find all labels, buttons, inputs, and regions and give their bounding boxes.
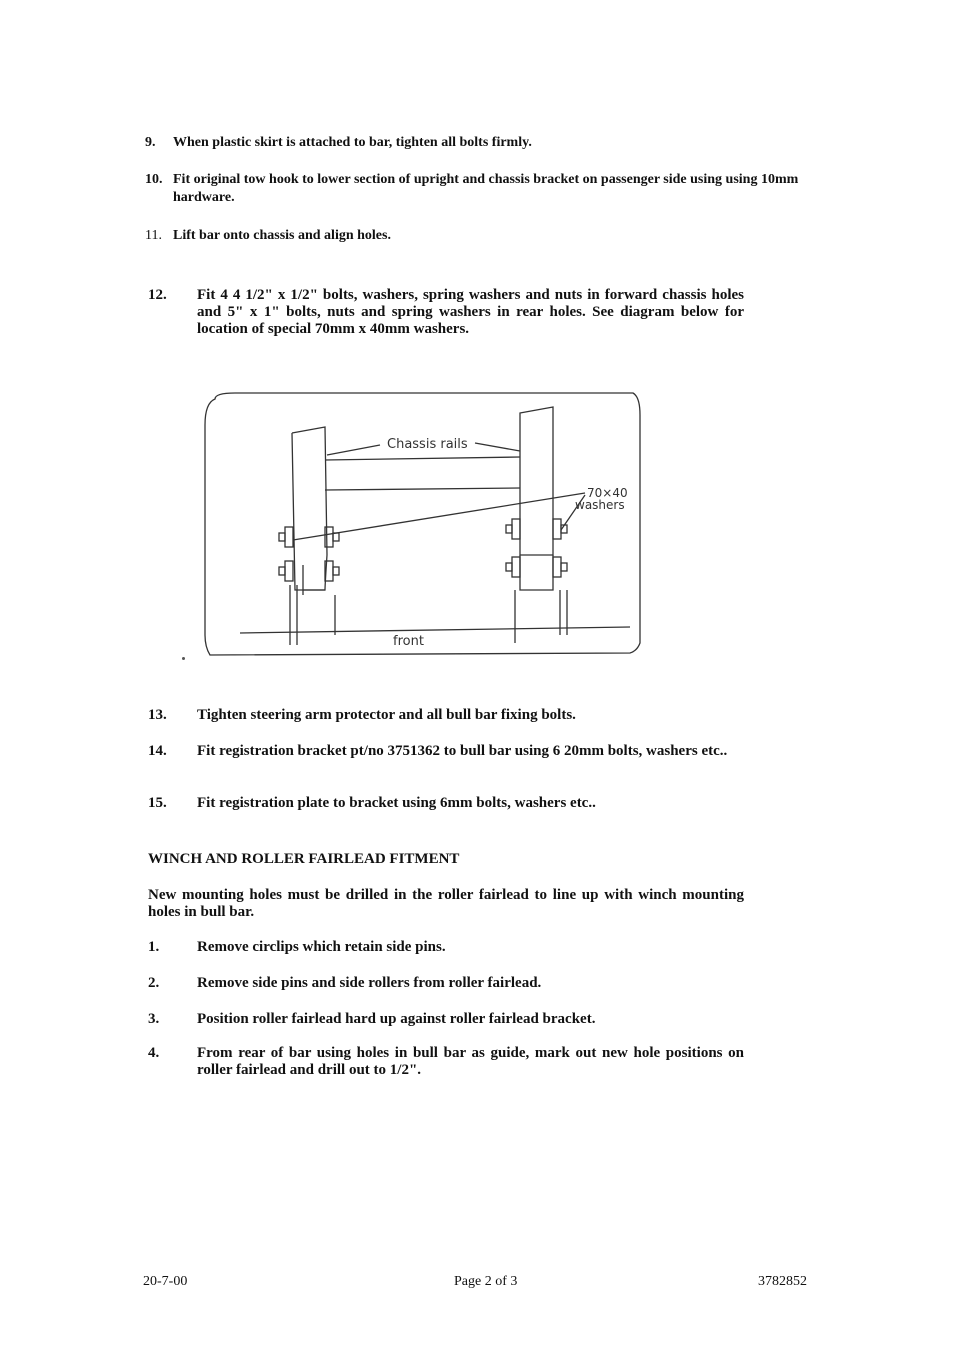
step-number: 15. [148,795,167,811]
winch-intro: New mounting holes must be drilled in the roller fairlead to line up with winch mounting holes in bull bar. [148,887,744,920]
step-text: Fit registration bracket pt/no 3751362 to bull bar using 6 20mm bolts, washers etc.. [197,743,728,759]
step-number: 11. [145,228,162,243]
washer-label-text: washers [575,498,625,512]
speck [182,657,185,660]
footer-page: Page 2 of 3 [454,1274,518,1289]
step-text: Fit original tow hook to lower section of upright and chassis bracket on passenger side using using 10mm hardware. [173,172,799,205]
step-number: 9. [145,135,156,150]
step-text: Remove side pins and side rollers from roller fairlead. [197,975,542,991]
step-number: 4. [148,1045,160,1061]
step-number: 14. [148,743,167,759]
step-text: Position roller fairlead hard up against roller fairlead bracket. [197,1011,596,1027]
step-number: 2. [148,975,160,991]
step-text: Tighten steering arm protector and all bull bar fixing bolts. [197,707,576,723]
step-number: 10. [145,172,163,187]
step-text: When plastic skirt is attached to bar, tighten all bolts firmly. [173,135,532,150]
footer-doc-number: 3782852 [758,1274,807,1289]
step-text: Fit 4 4 1/2" x 1/2" bolts, washers, spring washers and nuts in forward chassis holes and 5" x 1" bolts, nuts and spring washers in rear holes. See diagram below for location of special 70mm x 40mm washers. [197,287,744,337]
step-number: 3. [148,1011,160,1027]
step-text: Lift bar onto chassis and align holes. [173,228,391,243]
front-label: front [393,634,424,649]
step-number: 13. [148,707,167,723]
step-text: From rear of bar using holes in bull bar as guide, mark out new hole positions on roller fairlead and drill out to 1/2". [197,1045,744,1078]
washer-label-size: 70×40 [587,486,628,500]
chassis-diagram [175,385,655,670]
step-number: 12. [148,287,167,303]
footer-date: 20-7-00 [143,1274,188,1289]
step-number: 1. [148,939,160,955]
chassis-rails-label: Chassis rails [387,437,468,452]
step-text: Remove circlips which retain side pins. [197,939,446,955]
winch-heading: WINCH AND ROLLER FAIRLEAD FITMENT [148,851,460,867]
step-text: Fit registration plate to bracket using 6mm bolts, washers etc.. [197,795,596,811]
